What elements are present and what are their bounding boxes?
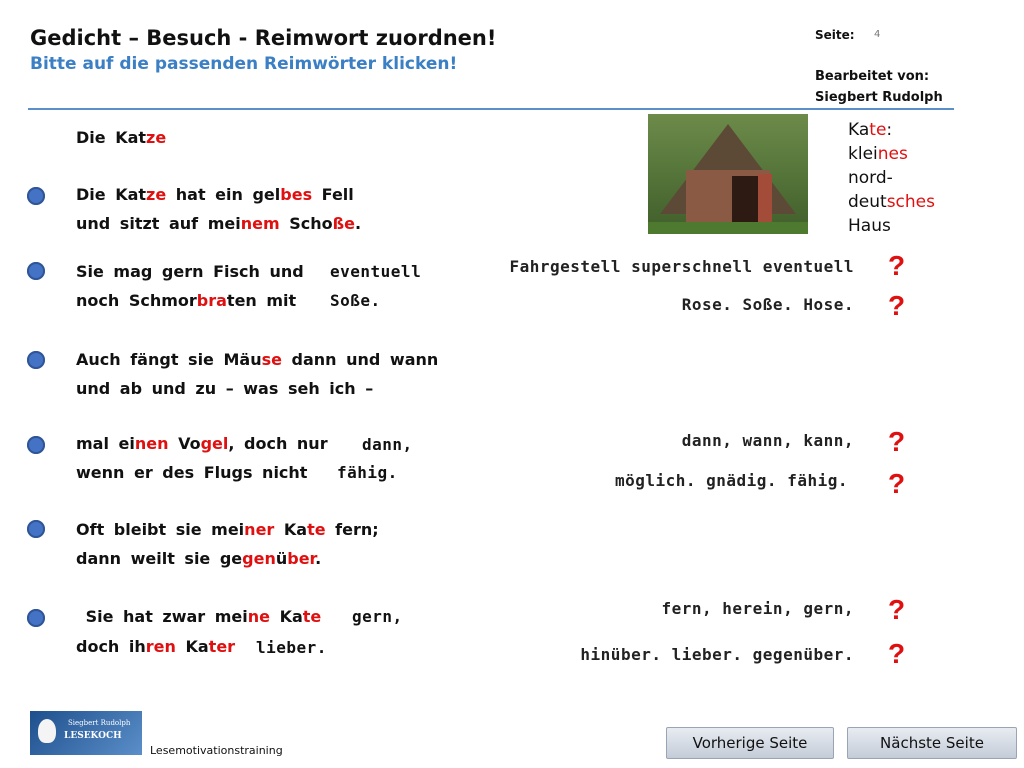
stanza-5-line-1: Oft bleibt sie meiner Kate fern; [76,520,379,539]
edited-by-label: Bearbeitet von: [815,69,930,84]
page-label: Seite: [815,28,855,42]
stanza-3-line-2: und ab und zu – was seh ich – [76,379,374,398]
question-button-6[interactable]: ? [888,638,906,669]
stanza-4-line-2: wenn er des Flugs nicht [76,463,318,482]
stanza-5-line-2: dann weilt sie gegenüber. [76,549,322,568]
kate-definition: Kate: kleines nord- deutsches Haus [848,120,935,236]
stanza-1-bullet[interactable] [27,187,45,205]
question-button-1[interactable]: ? [888,250,906,281]
stanza-6-line-1: Sie hat zwar meine Kate [76,607,331,626]
choice-row-3: dann, wann, kann, [681,431,854,450]
choice-row-5: fern, herein, gern, [661,599,854,618]
hut-image [648,114,808,234]
page-subtitle: Bitte auf die passenden Reimwörter klicken! [30,54,458,74]
page-title: Gedicht – Besuch - Reimwort zuordnen! [30,26,497,50]
lightbulb-icon [38,719,56,743]
footer-label: Lesemotivationstraining [150,744,283,757]
stanza-4-bullet[interactable] [27,436,45,454]
stanza-6-answer-1: gern, [352,607,403,626]
stanza-2-answer-1: eventuell [330,262,422,281]
stanza-5-bullet[interactable] [27,520,45,538]
stanza-2-line-2: noch Schmorbraten mit [76,291,306,310]
stanza-2-answer-2: Soße. [330,291,381,310]
stanza-3-bullet[interactable] [27,351,45,369]
stanza-1-line-2: und sitzt auf meinem Schoße. [76,214,362,233]
leseskoch-logo [30,711,142,755]
stanza-6-answer-2: lieber. [256,638,327,657]
question-button-5[interactable]: ? [888,594,906,625]
stanza-6-bullet[interactable] [27,609,45,627]
question-button-4[interactable]: ? [888,468,906,499]
choice-row-1: Fahrgestell superschnell eventuell [509,257,854,276]
stanza-4-answer-2: fähig. [337,463,398,482]
stanza-3-line-1: Auch fängt sie Mäuse dann und wann [76,350,439,369]
stanza-1-line-1: Die Katze hat ein gelbes Fell [76,185,354,204]
question-button-3[interactable]: ? [888,426,906,457]
edited-by-name: Siegbert Rudolph [815,90,943,105]
logo-author: Siegbert Rudolph [68,719,131,727]
stanza-4-answer-1: dann, [362,435,413,454]
stanza-4-line-1: mal einen Vogel, doch nur [76,434,338,453]
choice-row-2: Rose. Soße. Hose. [681,295,854,314]
stanza-2-bullet[interactable] [27,262,45,280]
previous-page-button[interactable]: Vorherige Seite [666,727,834,759]
next-page-button[interactable]: Nächste Seite [847,727,1017,759]
logo-brand: LESEKOCH [64,731,122,741]
choice-row-4: möglich. gnädig. fähig. [614,471,848,490]
stanza-6-line-2: doch ihren Kater [76,637,245,656]
choice-row-6: hinüber. lieber. gegenüber. [580,645,854,664]
question-button-2[interactable]: ? [888,290,906,321]
stanza-2-line-1: Sie mag gern Fisch und [76,262,314,281]
poem-heading: Die Katze [76,128,167,147]
page-number: 4 [874,29,881,40]
edited-by [815,66,943,108]
header-divider [28,108,954,110]
